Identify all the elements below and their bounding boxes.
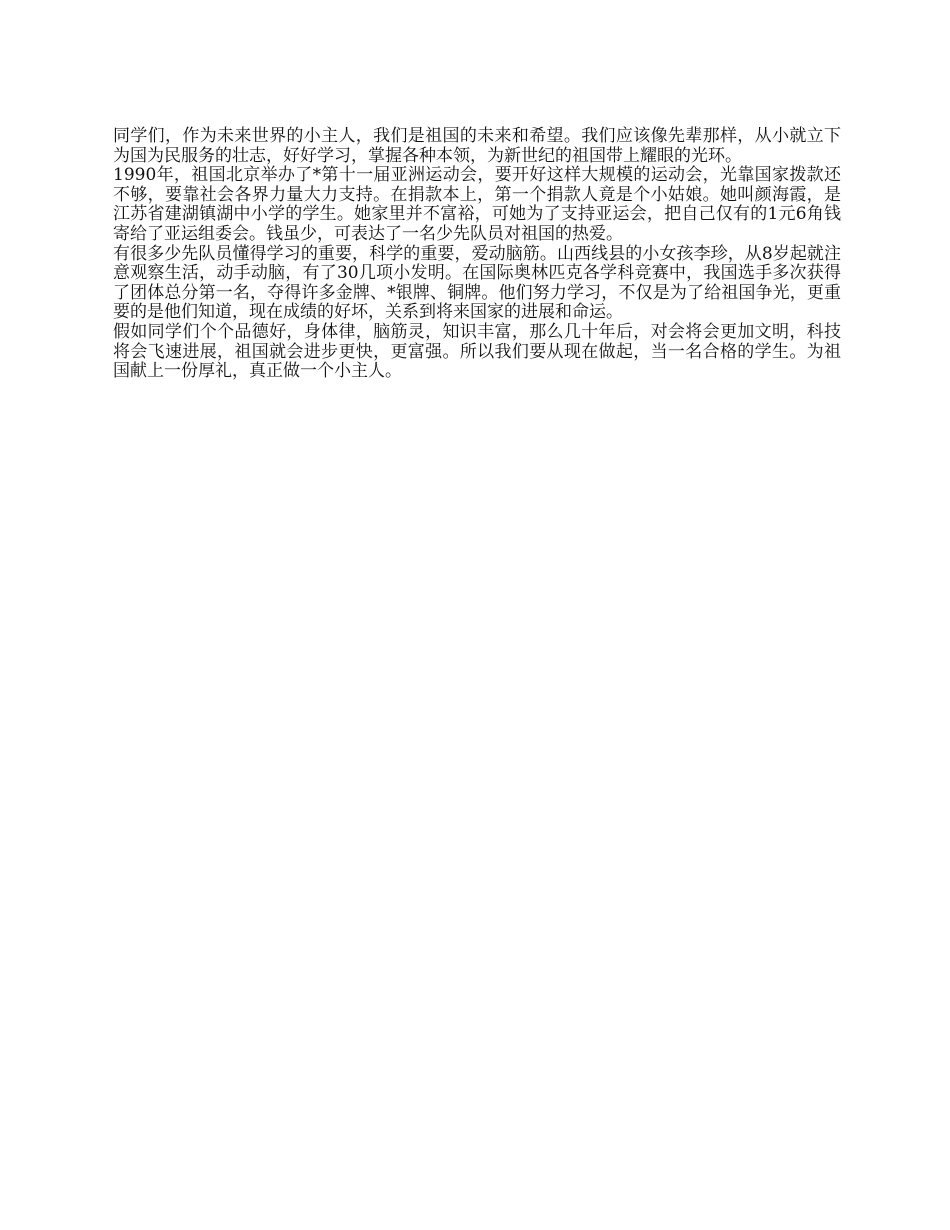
paragraph-3: 有很多少先队员懂得学习的重要，科学的重要，爱动脑筋。山西线县的小女孩李珍，从8岁起就注意观察生活，动手动脑，有了30几项小发明。在国际奥林匹克各学科竞赛中，我国选手多次获得了团体总分第一名，夺得许多金牌、*银牌、铜牌。他们努力学习，不仅是为了给祖国争光，更重要的是他们知道，现在成绩的好坏，关系到将来国家的进展和命运。 [113, 243, 841, 323]
paragraph-1: 同学们，作为未来世界的小主人，我们是祖国的未来和希望。我们应该像先辈那样，从小就立下为国为民服务的壮志，好好学习，掌握各种本领，为新世纪的祖国带上耀眼的光环。 [113, 126, 841, 166]
document-body [113, 127, 841, 382]
paragraph-2: 1990年，祖国北京举办了*第十一届亚洲运动会，要开好这样大规模的运动会，光靠国家拨款还不够，要靠社会各界力量大力支持。在捐款本上，第一个捐款人竟是个小姑娘。她叫颜海霞，是江苏省建湖镇湖中小学的学生。她家里并不富裕，可她为了支持亚运会，把自己仅有的1元6角钱寄给了亚运组委会。钱虽少，可表达了一名少先队员对祖国的热爱。 [113, 165, 841, 244]
paragraph-4: 假如同学们个个品德好，身体律，脑筋灵，知识丰富，那么几十年后，对会将会更加文明，科技将会飞速进展，祖国就会进步更快，更富强。所以我们要从现在做起，当一名合格的学生。为祖国献上一份厚礼，真正做一个小主人。 [113, 321, 841, 382]
